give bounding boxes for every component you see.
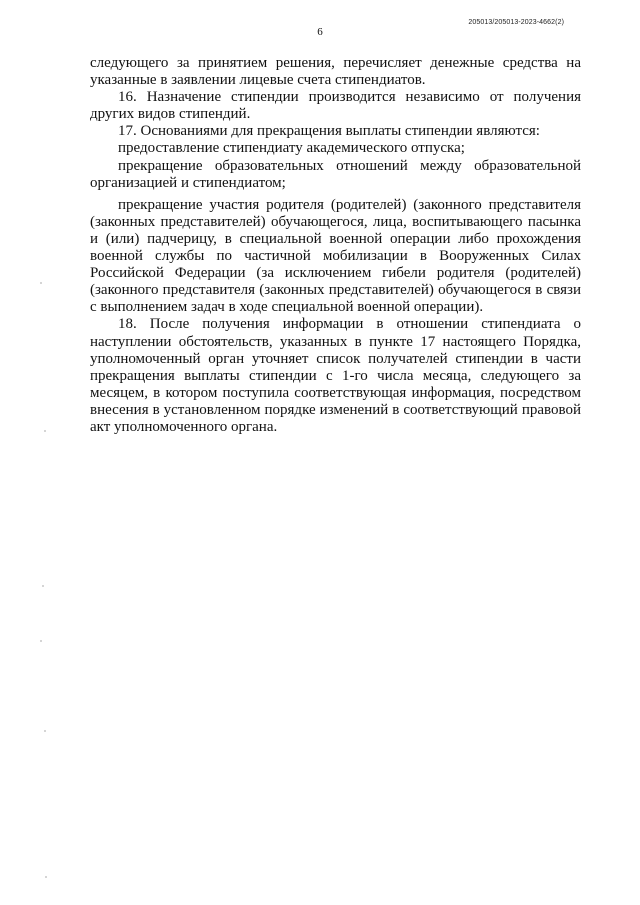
document-id: 205013/205013-2023-4662(2) <box>468 19 564 26</box>
page-number: 6 <box>317 26 323 38</box>
paragraph-continuation: следующего за принятием решения, перечисляет денежные средства на указанные в заявлении лицевые счета стипендиатов. <box>90 55 581 89</box>
paragraph-ground-parent-participation: прекращение участия родителя (родителей) (законного представителя (законных представителей) обучающегося, лица, воспитывающего пасынка и (или) падчерицу, в специальной военной операции либо прохождения военной службы по частичной мобилизации в Вооруженных Силах Российской Федерации (за исключением гибели родителя (родителей) (законного представителя (законных представителей) обучающегося в связи с выполнением задач в ходе специальной военной операции). <box>90 196 581 316</box>
paragraph-item-18: 18. После получения информации в отношении стипендиата о наступлении обстоятельств, указанных в пункте 17 настоящего Порядка, уполномоченный орган уточняет список получателей стипендии в части прекращения выплаты стипендии с 1-го числа месяца, следующего за месяцем, в котором поступила соответствующая информация, посредством внесения в установленном порядке изменений в соответствующий правовой акт уполномоченного органа. <box>90 316 581 435</box>
document-body <box>90 55 581 436</box>
scan-speck <box>44 430 46 432</box>
paragraph-ground-termination-of-relations: прекращение образовательных отношений между образовательной организацией и стипендиатом; <box>90 157 581 191</box>
scan-speck <box>40 640 42 642</box>
scan-speck <box>42 585 44 587</box>
scan-speck <box>44 730 46 732</box>
paragraph-item-17: 17. Основаниями для прекращения выплаты стипендии являются: <box>118 123 540 140</box>
paragraph-ground-academic-leave: предоставление стипендиату академического отпуска; <box>118 140 465 157</box>
paragraph-item-16: 16. Назначение стипендии производится независимо от получения других видов стипендий. <box>90 89 581 123</box>
scan-speck <box>45 876 47 878</box>
scan-speck <box>40 282 42 284</box>
